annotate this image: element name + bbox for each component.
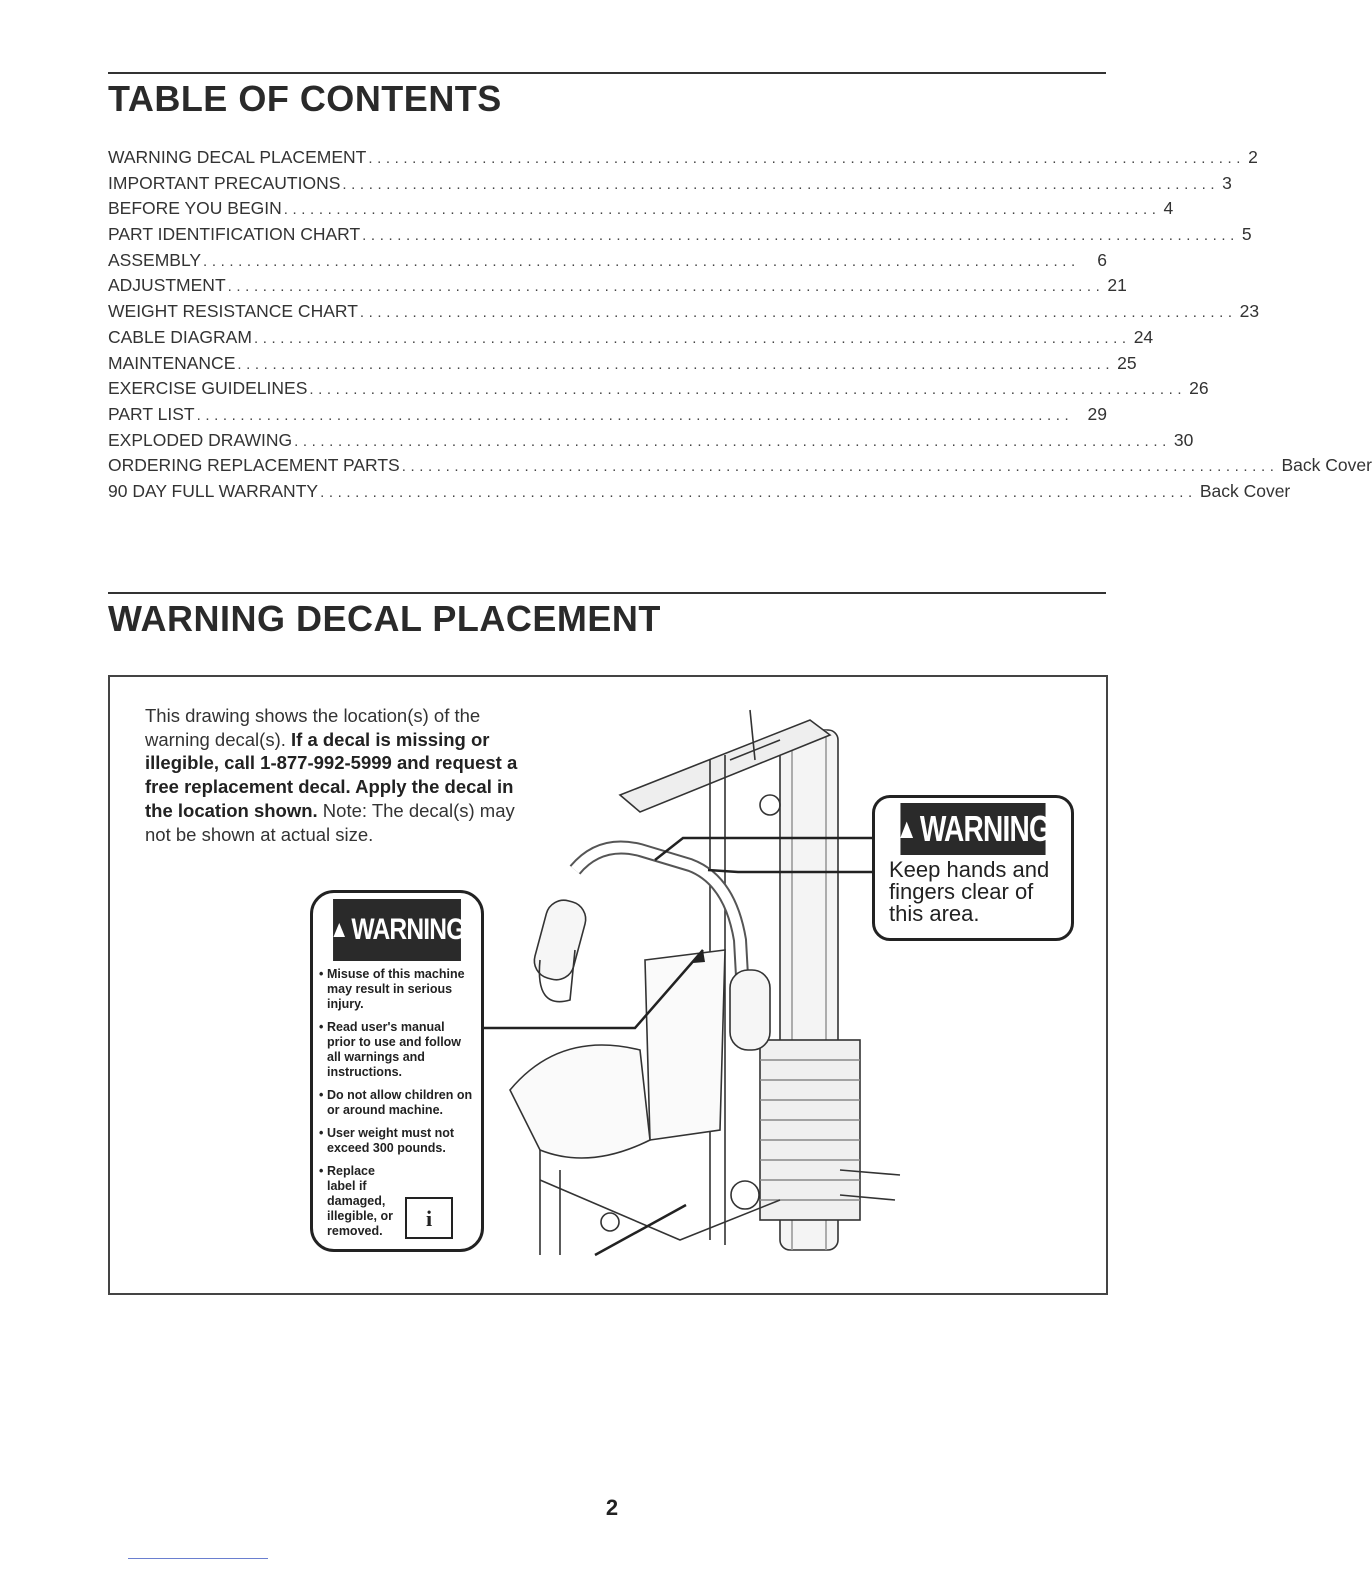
warning-decal-main	[310, 890, 484, 1252]
toc-entry[interactable]: WARNING DECAL PLACEMENT .................................................................................................... 2	[108, 147, 1258, 167]
toc-entry[interactable]: ORDERING REPLACEMENT PARTS .................................................................................................... Back Cover	[108, 455, 1372, 476]
manual-info-icon: i	[405, 1197, 453, 1239]
warning-triangle-icon: ▲	[895, 813, 917, 844]
warning-item: • User weight must not exceed 300 pounds.	[327, 1126, 475, 1156]
toc-entry[interactable]: ADJUSTMENT .................................................................................................... 21	[108, 275, 1127, 296]
warning-item: • Read user's manual prior to use and follow all warnings and instructions.	[327, 1020, 475, 1080]
toc-entry[interactable]: ASSEMBLY .................................................................................................... 6	[108, 249, 1107, 270]
toc-entry[interactable]: EXPLODED DRAWING .................................................................................................... 30	[108, 429, 1194, 450]
decal-section-rule	[108, 592, 1106, 594]
home-gym-illustration	[480, 700, 920, 1260]
toc-entry[interactable]: IMPORTANT PRECAUTIONS .................................................................................................... 3	[108, 172, 1232, 193]
warning-item: • Replace label if damaged, illegible, or removed. i	[327, 1164, 475, 1239]
toc-entry[interactable]: PART IDENTIFICATION CHART .................................................................................................... 5	[108, 224, 1252, 245]
seat-back	[645, 950, 725, 1140]
toc-entry[interactable]: 90 DAY FULL WARRANTY .................................................................................................... Back Cover	[108, 480, 1291, 501]
page-number: 2	[605, 1495, 619, 1520]
warning-triangle-icon: ▲	[329, 916, 349, 943]
toc-entry[interactable]: WEIGHT RESISTANCE CHART .................................................................................................... 23	[108, 301, 1260, 322]
warning-header: ▲ WARNING	[333, 899, 461, 961]
toc-list	[108, 147, 1372, 507]
seat	[510, 1045, 650, 1158]
toc-top-rule	[108, 72, 1106, 74]
decal-intro-text: This drawing shows the location(s) of the warning decal(s). If a decal is missing or illegible, call 1-877-992-5999 and request a free replacement decal. Apply the decal in the location shown. Note: The decal(s) may not be shown at actual size.	[145, 705, 518, 845]
toc-title: TABLE OF CONTENTS	[108, 78, 502, 119]
lower-pulley	[731, 1181, 759, 1209]
warning-items	[313, 967, 481, 1239]
toc-entry[interactable]: EXERCISE GUIDELINES .................................................................................................... 26	[108, 378, 1209, 399]
toc-entry[interactable]: CABLE DIAGRAM .................................................................................................... 24	[108, 326, 1154, 347]
pulley	[760, 795, 780, 815]
warning-item: • Misuse of this machine may result in serious injury.	[327, 967, 475, 1012]
foot-roller	[601, 1213, 619, 1231]
toc-entry[interactable]: BEFORE YOU BEGIN .................................................................................................... 4	[108, 198, 1174, 219]
warning-header-small: ▲ WARNING	[900, 803, 1045, 855]
warning-decal-small	[872, 795, 1074, 941]
arm-pad-right	[730, 970, 770, 1050]
decal-section-title: WARNING DECAL PLACEMENT	[108, 598, 661, 639]
warning-item: • Do not allow children on or around machine.	[327, 1088, 475, 1118]
toc-entry[interactable]: MAINTENANCE .................................................................................................... 25	[108, 352, 1137, 373]
toc-entry[interactable]: PART LIST .................................................................................................... 29	[108, 403, 1107, 424]
weight-stack	[760, 1040, 860, 1220]
warning-message: Keep hands and fingers clear of this area.	[889, 857, 1050, 926]
footer-line	[128, 1558, 268, 1559]
